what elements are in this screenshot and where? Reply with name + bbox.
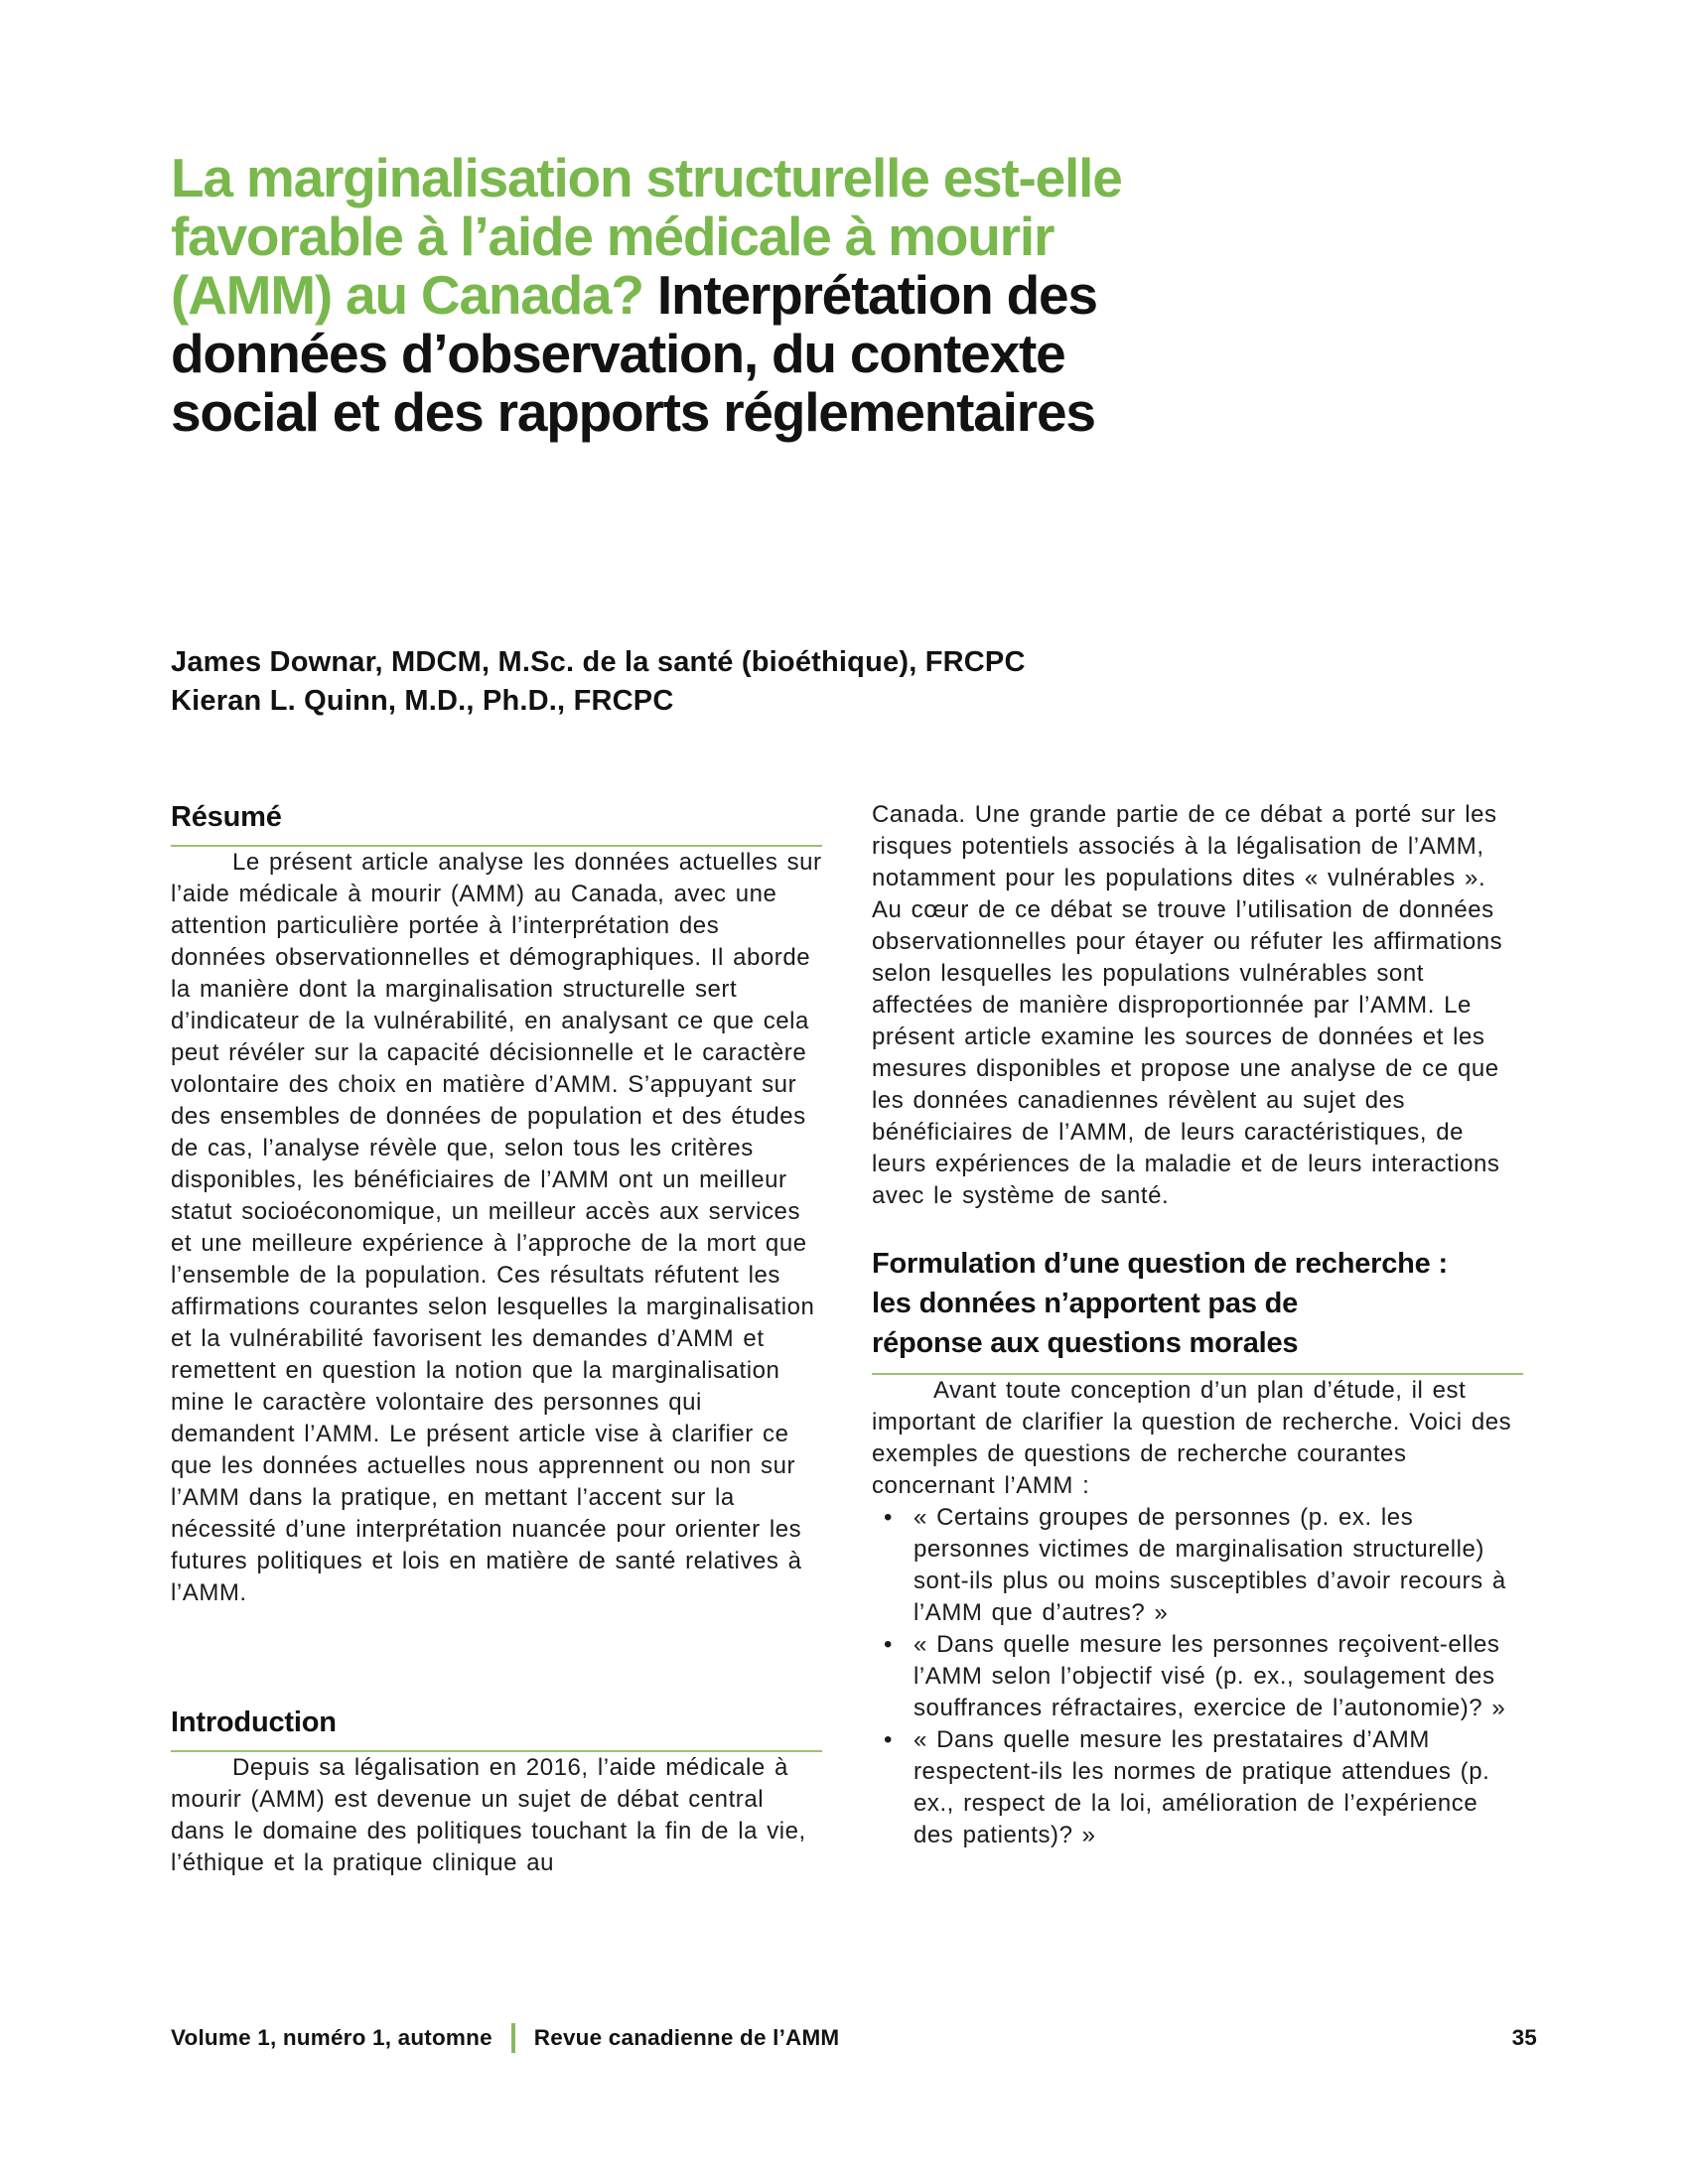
footer-divider-bar xyxy=(511,2023,515,2053)
footer-journal-label: Revue canadienne de l’AMM xyxy=(533,2025,840,2050)
title-green-text: (AMM) au Canada? xyxy=(171,264,643,326)
page-footer xyxy=(171,2023,1537,2053)
page-number: 35 xyxy=(1511,2025,1537,2050)
title-green-text: La marginalisation structurelle est-elle xyxy=(171,147,1122,208)
title-line xyxy=(171,383,1561,442)
formulation-heading xyxy=(872,1244,1523,1375)
left-column xyxy=(171,799,822,1879)
introduction-paragraph: Depuis sa légalisation en 2016, l’aide médicale à mourir (AMM) est devenue un sujet de débat central dans le domaine des politiques touchant la fin de la vie, l’éthique et la pratique clinique au xyxy=(171,1754,806,1876)
title-line xyxy=(171,325,1561,383)
article-title xyxy=(171,149,1561,442)
formulation-heading-line: Formulation d’une question de recherche : xyxy=(872,1248,1448,1280)
title-line xyxy=(171,149,1561,207)
title-black-text: Interprétation des xyxy=(642,264,1097,326)
title-line xyxy=(171,207,1561,266)
research-question-item: • « Dans quelle mesure les prestataires d’AMM respectent-ils les normes de pratique attendues (p. ex., respect de la loi, amélioration de l’expérience des patients)? » xyxy=(914,1724,1523,1851)
formulation-intro-paragraph: Avant toute conception d’un plan d’étude, il est important de clarifier la question de recherche. Voici des exemples de questions de recherche courantes concernant l’AMM : xyxy=(872,1377,1512,1499)
formulation-heading-line: réponse aux questions morales xyxy=(872,1327,1299,1359)
title-black-text: social et des rapports réglementaires xyxy=(171,381,1095,443)
author-line-1: James Downar, MDCM, M.Sc. de la santé (bioéthique), FRCPC xyxy=(171,646,1026,678)
author-line-2: Kieran L. Quinn, M.D., Ph.D., FRCPC xyxy=(171,685,674,717)
research-question-item: • « Dans quelle mesure les personnes reçoivent-elles l’AMM selon l’objectif visé (p. ex., soulagement des souffrances réfractaires, exercice de l’autonomie)? » xyxy=(914,1629,1523,1724)
title-green-text: favorable à l’aide médicale à mourir xyxy=(171,205,1055,267)
resume-heading: Résumé xyxy=(171,799,822,847)
title-black-text: données d’observation, du contexte xyxy=(171,323,1065,384)
resume-paragraph: Le présent article analyse les données actuelles sur l’aide médicale à mourir (AMM) au Canada, avec une attention particulière portée à l’interprétation des données observationnelles et démographiques. Il aborde la manière dont la marginalisation structurelle sert d’indicateur de la vulnérabilité, en analysant ce que cela peut révéler sur la capacité décisionnelle et le caractère volontaire des choix en matière d’AMM. S’appuyant sur des ensembles de données de population et des études de cas, l’analyse révèle que, selon tous les critères disponibles, les bénéficiaires de l’AMM ont un meilleur statut socioéconomique, un meilleur accès aux services et une meilleure expérience à l’approche de la mort que l’ensemble de la population. Ces résultats réfutent les affirmations courantes selon lesquelles la marginalisation et la vulnérabilité favorisent les demandes d’AMM et remettent en question la notion que la marginalisation mine le caractère volontaire des personnes qui demandent l’AMM. Le présent article vise à clarifier ce que les données actuelles nous apprennent ou non sur l’AMM dans la pratique, en mettant l’accent sur la nécessité d’une interprétation nuancée pour orienter les futures politiques et lois en matière de santé relatives à l’AMM. xyxy=(171,849,822,1606)
continuation-paragraph: Canada. Une grande partie de ce débat a porté sur les risques potentiels associés à la légalisation de l’AMM, notamment pour les populations dites « vulnérables ». Au cœur de ce débat se trouve l’utilisation de données observationnelles pour étayer ou réfuter les affirmations selon lesquelles les populations vulnérables sont affectées de manière disproportionnée par l’AMM. Le présent article examine les sources de données et les mesures disponibles et propose une analyse de ce que les données canadiennes révèlent au sujet des bénéficiaires de l’AMM, de leurs caractéristiques, de leurs expériences de la maladie et de leurs interactions avec le système de santé. xyxy=(872,801,1503,1209)
introduction-heading: Introduction xyxy=(171,1705,822,1752)
title-line xyxy=(171,266,1561,325)
right-column xyxy=(872,799,1523,1851)
authors-block xyxy=(171,643,1561,721)
research-question-item: • « Certains groupes de personnes (p. ex. les personnes victimes de marginalisation structurelle) sont-ils plus ou moins susceptibles d’avoir recours à l’AMM que d’autres? » xyxy=(914,1502,1523,1629)
formulation-heading-line: les données n’apportent pas de xyxy=(872,1288,1299,1319)
footer-volume-label: Volume 1, numéro 1, automne xyxy=(171,2025,492,2050)
research-questions-list xyxy=(872,1502,1523,1851)
